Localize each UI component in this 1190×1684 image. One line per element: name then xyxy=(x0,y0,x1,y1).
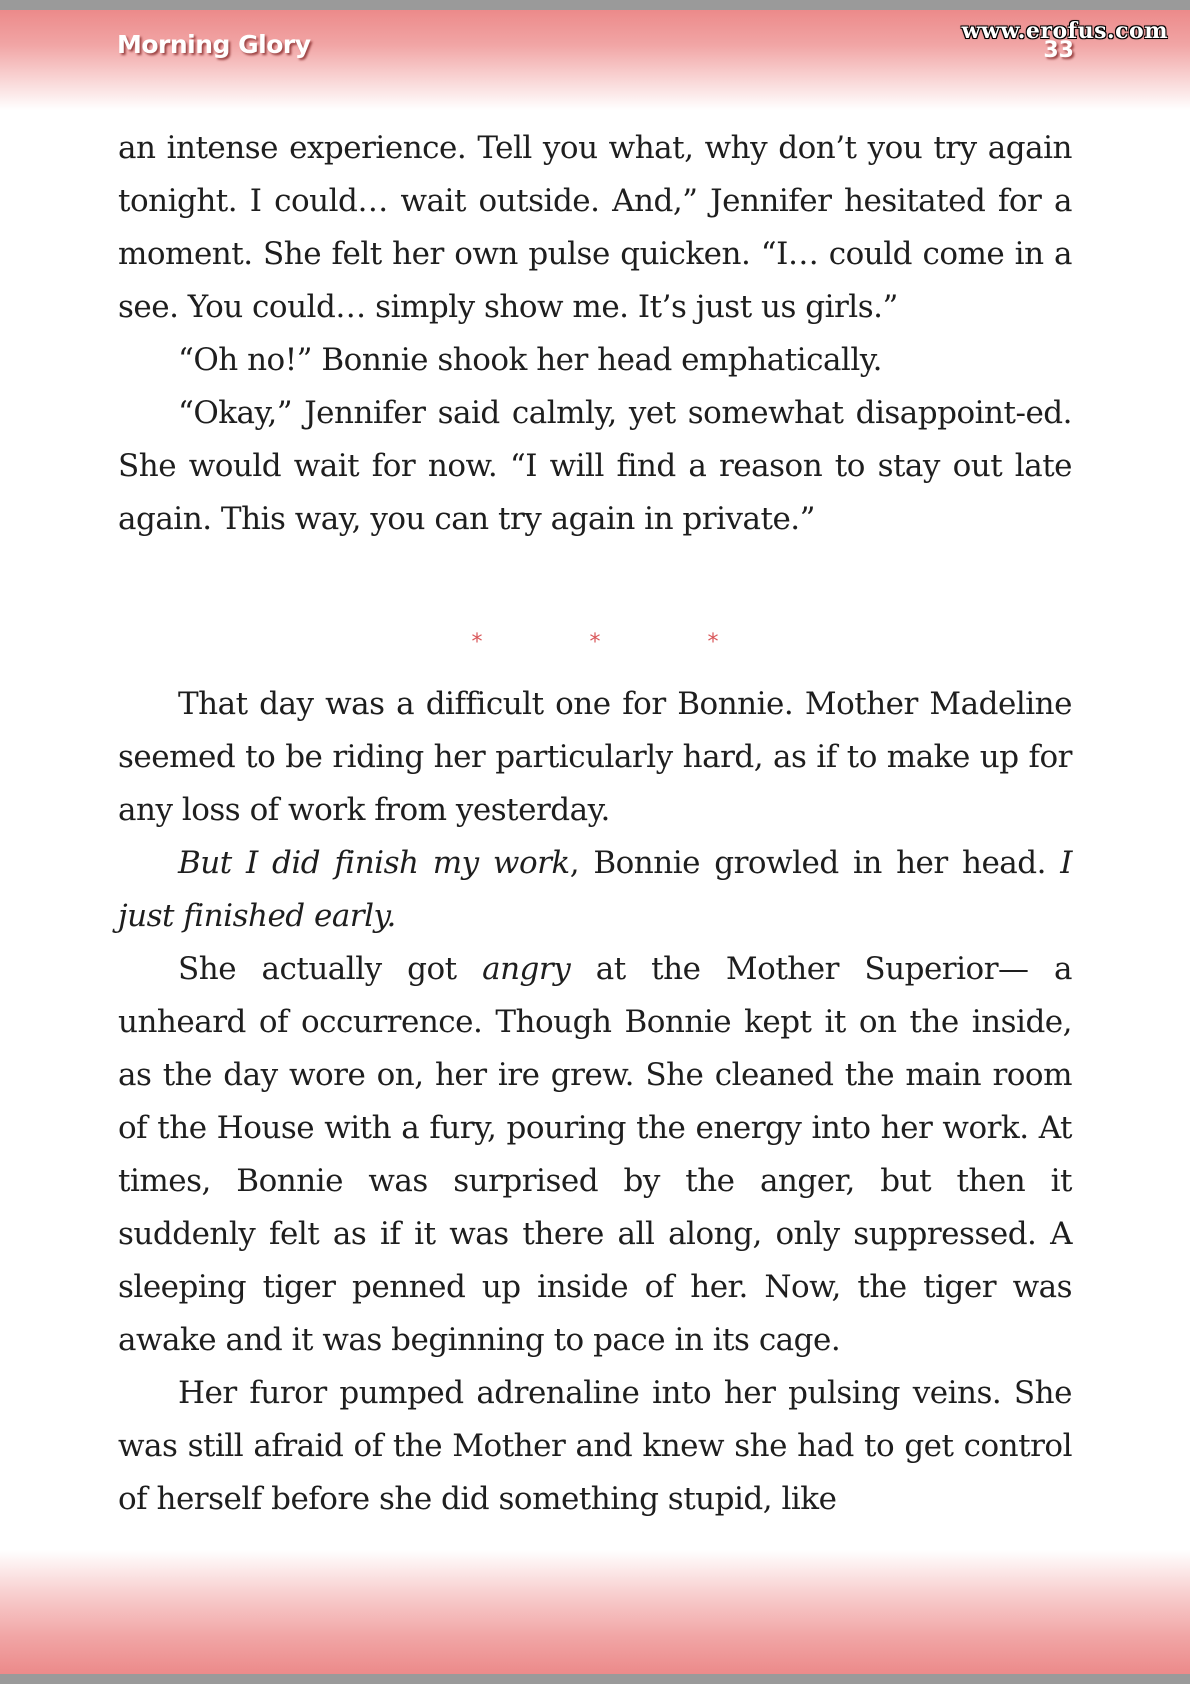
page-number: 33 xyxy=(1043,38,1074,63)
paragraph xyxy=(118,943,1072,1367)
footer-band xyxy=(0,1550,1190,1674)
bottom-rule xyxy=(0,1674,1190,1684)
watermark: www.erofus.com xyxy=(961,18,1168,44)
paragraph: “Oh no!” Bonnie shook her head emphatically. xyxy=(178,342,883,378)
scene-break: * * * xyxy=(471,630,769,655)
italic-text: I just finished early. xyxy=(118,845,1072,934)
top-rule xyxy=(0,0,1190,10)
paragraph: That day was a difficult one for Bonnie. Mother Madeline seemed to be riding her particularly hard, as if to make up for any loss of work from yesterday. xyxy=(118,686,1072,828)
paragraph: an intense experience. Tell you what, why don’t you try again tonight. I could… wait outside. And,” Jennifer hesitated for a moment. She felt her own pulse quicken. “I… could come in a see. You could… simply show me. It’s just us girls.” xyxy=(118,130,1072,325)
running-title: Morning Glory xyxy=(117,30,311,59)
main-text xyxy=(118,678,1072,1526)
paragraph-text: She actually got xyxy=(178,951,483,987)
italic-text: But I did finish my work xyxy=(178,845,570,881)
paragraph-text: at the Mother Superior— a unheard of occurrence. Though Bonnie kept it on the inside, as the day wore on, her ire grew. She cleaned the main room of the House with a fury, pouring the energy into her work. At times, Bonnie was surprised by the anger, but then it suddenly felt as if it was there all along, only suppressed. A sleeping tiger penned up inside of her. Now, the tiger was awake and it was beginning to pace in its cage. xyxy=(118,951,1072,1358)
paragraph: Her furor pumped adrenaline into her pulsing veins. She was still afraid of the Mother and knew she had to get control of herself before she did something stupid, like xyxy=(118,1375,1072,1517)
paragraph-text: , Bonnie growled in her head. xyxy=(569,845,1061,881)
continuation-text xyxy=(118,122,1072,546)
italic-text: angry xyxy=(482,951,571,987)
paragraph: “Okay,” Jennifer said calmly, yet somewhat disappoint-ed. She would wait for now. “I will find a reason to stay out late again. This way, you can try again in private.” xyxy=(118,395,1072,537)
paragraph xyxy=(118,837,1072,943)
